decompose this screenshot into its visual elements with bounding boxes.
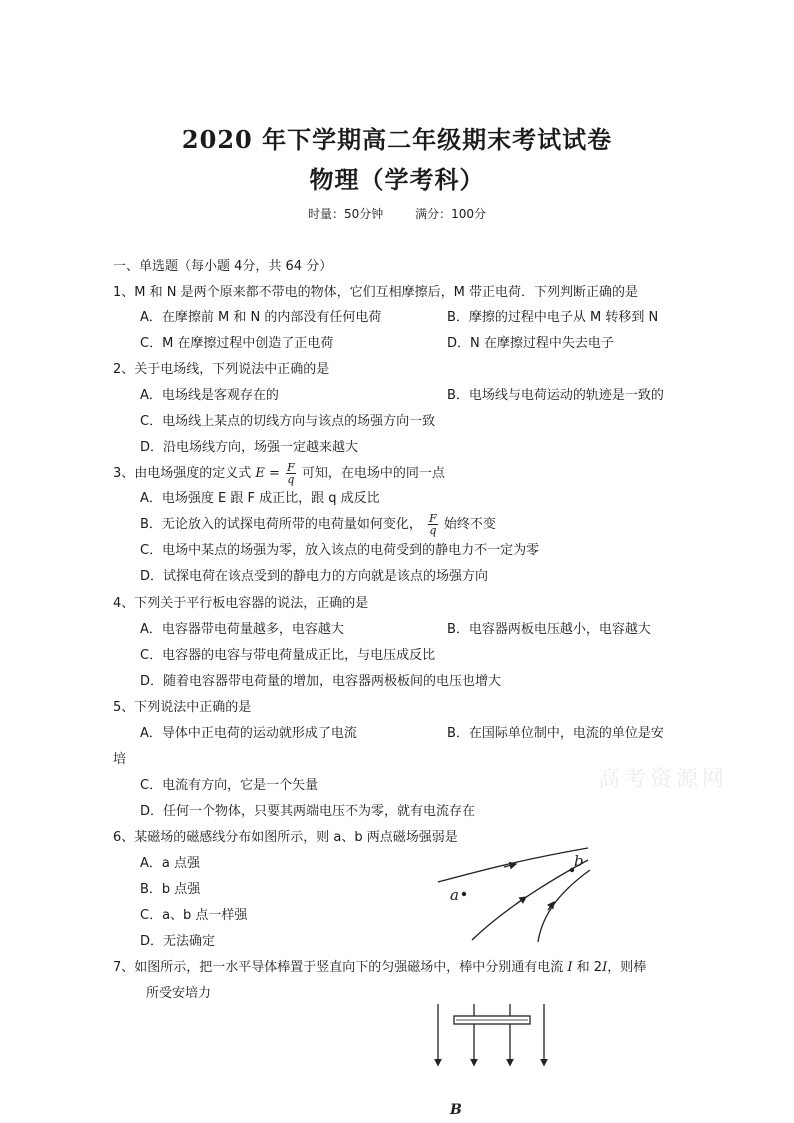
q3-option-b-pre: B．无论放入的试探电荷所带的电荷量如何变化， [140, 517, 422, 532]
q1-option-b: B．摩擦的过程中电子从 M 转移到 N [447, 310, 659, 325]
q7-stem-mid: 和 2 [572, 960, 603, 975]
q3-option-a: A．电场强度 E 跟 F 成正比，跟 q 成反比 [140, 491, 380, 506]
q5-option-b-continued: 培 [113, 752, 127, 767]
q4-option-b: B．电容器两板电压越小，电容越大 [447, 622, 651, 637]
exam-time: 时量：50分钟 [307, 207, 384, 221]
q4-stem: 4、下列关于平行板电容器的说法，正确的是 [113, 596, 369, 611]
q7-stem [113, 959, 646, 977]
q1-option-a: A．在摩擦前 M 和 N 的内部没有任何电荷 [140, 310, 382, 325]
field-line-middle [472, 860, 588, 940]
q2-option-b: B．电场线与电荷运动的轨迹是一致的 [447, 388, 664, 403]
q5-option-b: B．在国际单位制中，电流的单位是安 [447, 726, 664, 741]
q5-option-c: C．电流有方向，它是一个矢量 [140, 778, 319, 793]
section-heading: 一、单选题（每小题 4分，共 64 分） [113, 259, 333, 274]
q7-current-2i: I [602, 960, 608, 975]
field-arrow-middle [516, 897, 526, 904]
q5-option-a: A．导体中正电荷的运动就形成了电流 [140, 726, 357, 741]
q3-stem-post: 可知，在电场中的同一点 [301, 466, 445, 481]
exam-title: 2020 年下学期高二年级期末考试试卷 [181, 125, 613, 154]
q6-option-b: B．b 点强 [140, 882, 201, 897]
q3-stem-pre: 3、由电场强度的定义式 [113, 466, 252, 481]
q3-formula-lhs: E = [255, 466, 280, 481]
q6-stem: 6、某磁场的磁感线分布如图所示，则 a、b 两点磁场强弱是 [113, 830, 458, 845]
q3-option-d: D．试探电荷在该点受到的静电力的方向就是该点的场强方向 [140, 569, 489, 584]
q2-option-d: D．沿电场线方向，场强一定越来越大 [140, 440, 359, 455]
q7-stem-line2: 所受安培力 [146, 986, 212, 1001]
q3-frac-num: F [287, 461, 295, 474]
exam-meta [0, 205, 794, 222]
q6-option-a: A．a 点强 [140, 856, 200, 871]
q2-option-a: A．电场线是客观存在的 [140, 388, 279, 403]
q1-stem: 1、M 和 N 是两个原来都不带电的物体，它们互相摩擦后，M 带正电荷．下列判断正确的是 [113, 285, 638, 300]
q4-option-d: D．随着电容器带电荷量的增加，电容器两极板间的电压也增大 [140, 674, 502, 689]
field-line-lower [538, 870, 590, 942]
q3-option-b-post: 始终不变 [443, 517, 496, 532]
q4-option-a: A．电容器带电荷量越多，电容越大 [140, 622, 344, 637]
q3-option-c: C．电场中某点的场强为零，放入该点的电荷受到的静电力不一定为零 [140, 543, 540, 558]
q1-option-d: D．N 在摩擦过程中失去电子 [447, 336, 614, 351]
q5-stem: 5、下列说法中正确的是 [113, 700, 252, 715]
q3-frac-den: q [287, 473, 295, 486]
q3-option-b [140, 513, 496, 536]
q6-option-d: D．无法确定 [140, 934, 216, 949]
q2-stem: 2、关于电场线，下列说法中正确的是 [113, 362, 330, 377]
label-b: b [574, 852, 584, 870]
exam-score: 满分：100分 [415, 207, 486, 221]
q3-stem [113, 462, 445, 485]
q3-b-frac-num: F [429, 512, 437, 525]
exam-subject: 物理（学考科） [309, 165, 485, 194]
q6-magnetic-field-figure [420, 838, 600, 946]
q1-option-c: C．M 在摩擦过程中创造了正电荷 [140, 336, 334, 351]
point-a [462, 892, 466, 896]
q2-option-c: C．电场线上某点的切线方向与该点的场强方向一致 [140, 414, 436, 429]
q4-option-c: C．电容器的电容与带电荷量成正比，与电压成反比 [140, 648, 436, 663]
q3-formula-fraction [286, 462, 296, 485]
q5-option-d: D．任何一个物体，只要其两端电压不为零，就有电流存在 [140, 804, 476, 819]
q3-option-b-fraction [428, 513, 438, 536]
q3-b-frac-den: q [429, 524, 437, 537]
q7-uniform-field-figure [428, 1002, 556, 1120]
label-b-field: B [450, 1102, 462, 1118]
q7-stem-post: ，则棒 [607, 960, 647, 975]
q6-option-c: C．a、b 点一样强 [140, 908, 248, 923]
q7-current-i: I [567, 960, 573, 975]
q7-stem-pre: 7、如图所示，把一水平导体棒置于竖直向下的匀强磁场中，棒中分别通有电流 [113, 960, 568, 975]
watermark: 高考资源网 [598, 767, 729, 792]
label-a: a [450, 886, 459, 904]
